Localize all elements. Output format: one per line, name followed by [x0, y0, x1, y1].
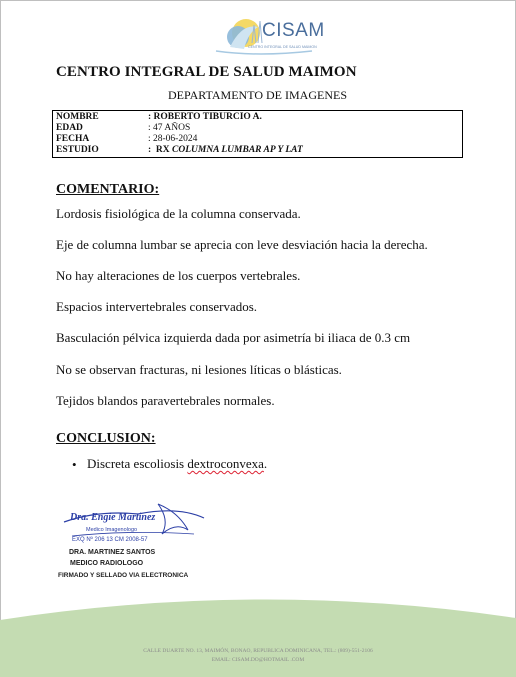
study-label: ESTUDIO [56, 145, 99, 155]
name-value: : ROBERTO TIBURCIO A. [148, 112, 262, 122]
footer-wave [0, 590, 516, 677]
signature-stamp [58, 500, 208, 550]
finding-3: No hay alteraciones de los cuerpos vertebrales. [56, 268, 301, 283]
study-value [148, 145, 303, 156]
age-value: : 47 AÑOS [148, 123, 191, 133]
name-label: NOMBRE [56, 112, 99, 122]
conclusion-flagged-word: dextroconvexa [187, 456, 264, 471]
stamp-exq: EXQ Nº 206 13 CM 2008-57 [72, 537, 148, 543]
finding-4: Espacios intervertebrales conservados. [56, 299, 258, 314]
stamp-name: Dra. Engie Martinez [70, 512, 156, 523]
finding-5: Basculación pélvica izquierda dada por asimetría bi iliaca de 0.3 cm [56, 330, 411, 345]
stamp-role: Medico Imagenologo [86, 527, 138, 533]
finding-2: Eje de columna lumbar se aprecia con leve desviación hacia la derecha. [56, 237, 428, 252]
logo-text: CISAM [262, 20, 325, 41]
doctor-name: DRA. MARTINEZ SANTOS [69, 549, 156, 556]
footer-email: EMAIL: CISAM.DO@HOTMAIL .COM [211, 657, 305, 663]
conclusion-suffix: . [263, 456, 268, 471]
finding-1: Lordosis fisiológica de la columna conservada. [56, 206, 301, 221]
department-name: DEPARTAMENTO DE IMAGENES [168, 88, 347, 102]
bullet-dot: • [72, 457, 77, 472]
logo-subtitle: CENTRO INTEGRAL DE SALUD MAIMON [248, 45, 317, 49]
patient-info-box [52, 110, 463, 158]
date-label: FECHA [56, 134, 90, 144]
signed-note: FIRMADO Y SELLADO VIA ELECTRONICA [58, 572, 189, 579]
finding-7: Tejidos blandos paravertebrales normales. [56, 393, 275, 408]
age-label: EDAD [56, 123, 83, 133]
study-name: COLUMNA LUMBAR AP Y LAT [172, 145, 303, 155]
conclusion-item [87, 456, 267, 472]
conclusion-heading: CONCLUSION: [56, 431, 156, 446]
study-prefix: : RX [148, 145, 173, 155]
footer-address: CALLE DUARTE NO. 13, MAIMÓN, BONAO, REPUBLICA DOMINICANA, TEL.: (809)-551-2106 [143, 648, 373, 654]
doctor-role: MEDICO RADIOLOGO [70, 560, 144, 567]
conclusion-prefix: Discreta escoliosis [87, 456, 188, 471]
document-title: CENTRO INTEGRAL DE SALUD MAIMON [56, 64, 357, 80]
date-value: : 28-06-2024 [148, 134, 198, 144]
finding-6: No se observan fracturas, ni lesiones líticas o blásticas. [56, 362, 342, 377]
comment-heading: COMENTARIO: [56, 182, 160, 197]
